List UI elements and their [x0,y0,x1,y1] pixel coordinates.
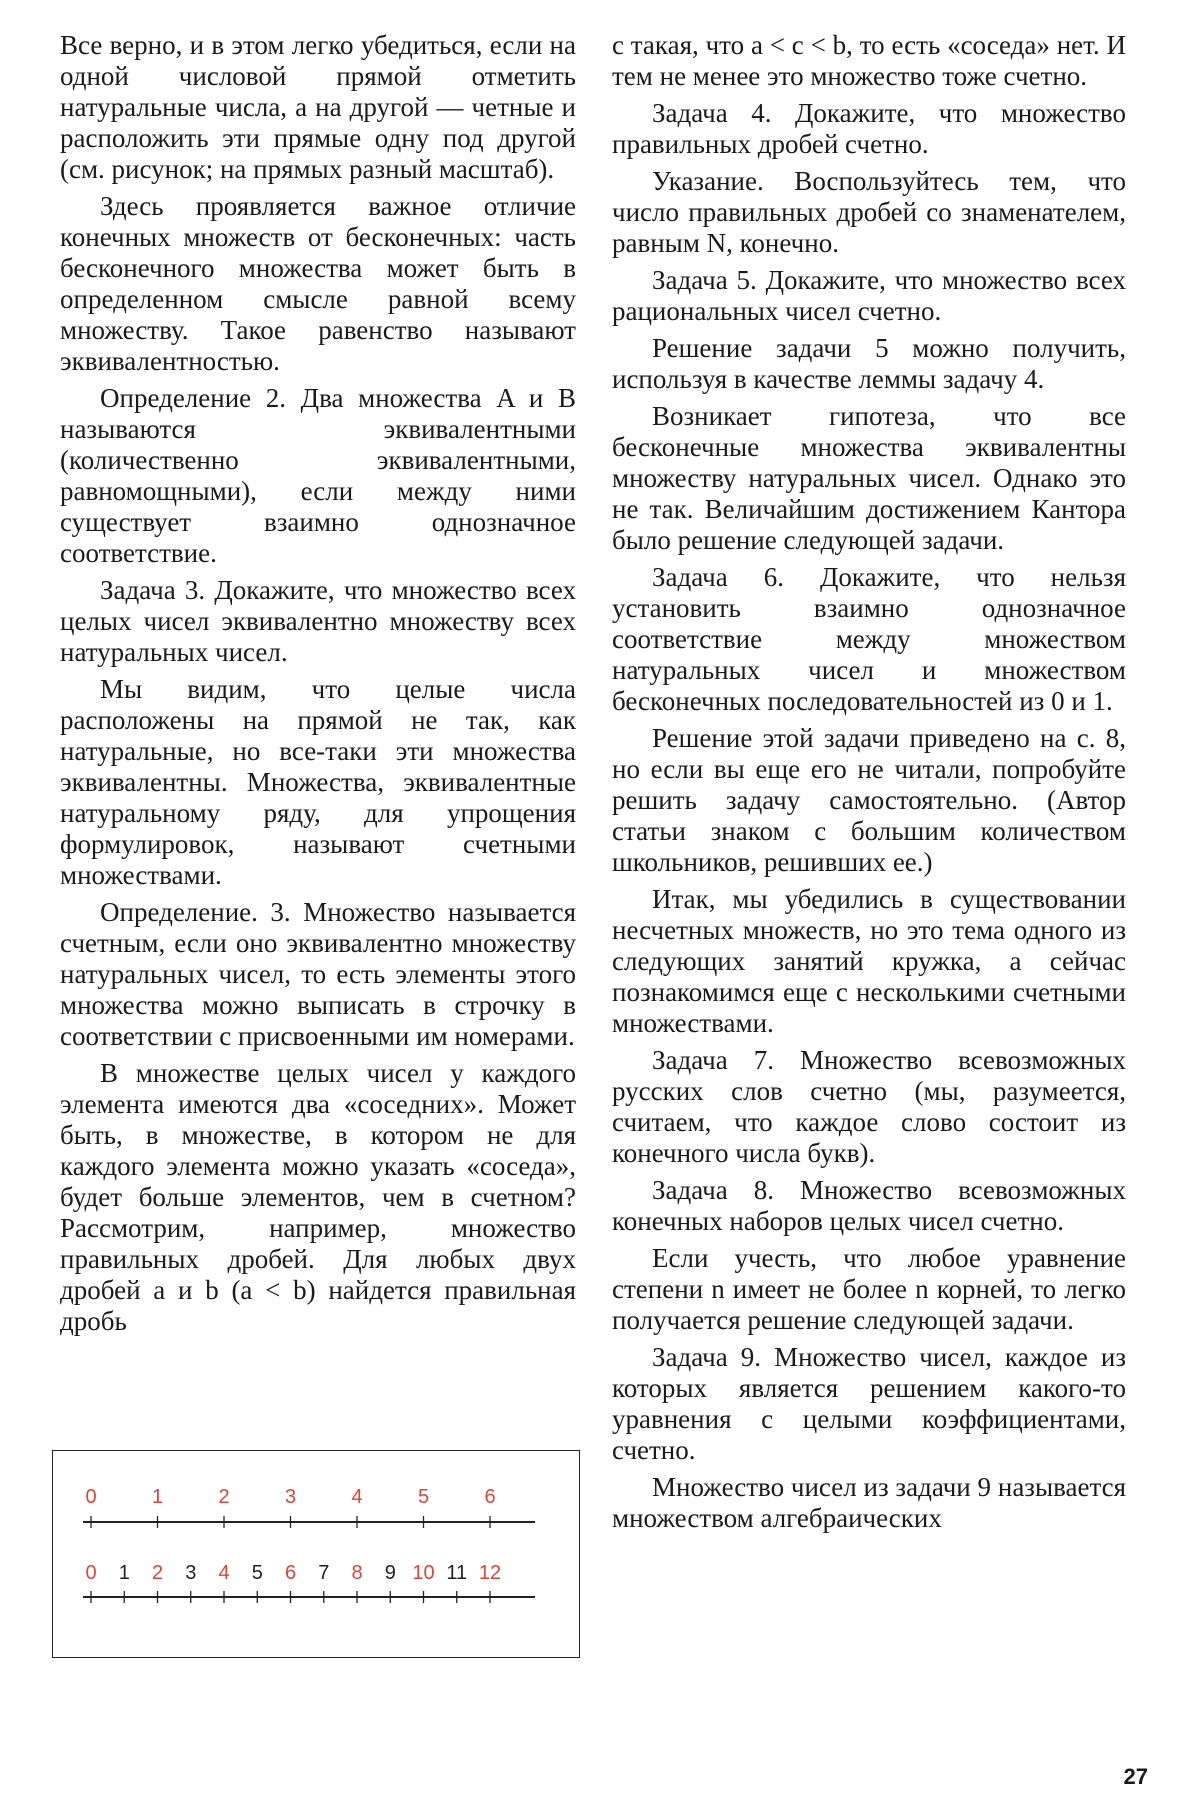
natural-line-label: 2 [218,1486,230,1508]
natural-line-label: 1 [151,1486,164,1508]
page-number: 27 [1123,1764,1148,1789]
task-5: Задача 5. Докажите, что множество всех рациональных чисел счетно. [612,265,1126,326]
paragraph: Здесь проявляется важное отличие конечных множеств от бесконечных: часть бесконечного множества может быть в определенном смысле равной всему множеству. Такое равенство называют эквивалентностью. [60,191,576,376]
number-line-label: 12 [478,1562,502,1584]
number-lines-figure [52,1450,580,1658]
paragraph: Мы видим, что целые числа расположены на прямой не так, как натуральные, но все-таки эти множества эквивалентны. Множества, эквивалентные натуральному ряду, для упрощения формулировок, называют счетными множествами. [60,674,576,890]
number-line-label: 11 [446,1562,468,1584]
number-line-label: 10 [412,1562,435,1584]
number-line-label: 3 [185,1562,197,1584]
natural-line-label: 4 [351,1486,363,1508]
paragraph: Множество чисел из задачи 9 называется множеством алгебраических [612,1472,1126,1533]
natural-line-label: 5 [417,1486,430,1508]
natural-line-label: 0 [85,1486,97,1508]
number-line-label: 7 [318,1562,330,1584]
task-8: Задача 8. Множество всевозможных конечных наборов целых чисел счетно. [612,1175,1126,1236]
number-line-label: 8 [351,1562,363,1584]
paragraph: Все верно, и в этом легко убедиться, если на одной числовой прямой отметить натуральные числа, а на другой — четные и расположить эти прямые одну под другой (см. рисунок; на прямых разный масштаб). [60,30,576,184]
paragraph: Возникает гипотеза, что все бесконечные множества эквивалентны множеству натуральных чисел. Однако это не так. Величайшим достижением Кантора было решение следующей задачи. [612,401,1126,555]
number-line-label: 0 [85,1562,97,1584]
number-lines-svg [53,1451,578,1656]
natural-line-label: 3 [284,1486,297,1508]
definition-2: Определение 2. Два множества A и B называются эквивалентными (количественно эквивалентными, равномощными), если между ними существует взаимно однозначное соответствие. [60,383,576,568]
task-3: Задача 3. Докажите, что множество всех целых чисел эквивалентно множеству всех натуральных чисел. [60,575,576,667]
paragraph: Итак, мы убедились в существовании несчетных множеств, но это тема одного из следующих занятий кружка, а сейчас познакомимся еще с несколькими счетными множествами. [612,884,1126,1038]
paragraph: c такая, что a < c < b, то есть «соседа» нет. И тем не менее это множество тоже счетно. [612,30,1126,91]
left-column [60,30,576,1343]
hint: Указание. Воспользуйтесь тем, что число правильных дробей со знаменателем, равным N, конечно. [612,166,1126,258]
task-7: Задача 7. Множество всевозможных русских слов счетно (мы, разумеется, считаем, что каждое слово состоит из конечного числа букв). [612,1045,1126,1168]
number-line-label: 9 [384,1562,396,1584]
paragraph: Если учесть, что любое уравнение степени n имеет не более n корней, то легко получается решение следующей задачи. [612,1243,1126,1335]
task-6: Задача 6. Докажите, что нельзя установить взаимно однозначное соответствие между множеством натуральных чисел и множеством бесконечных последовательностей из 0 и 1. [612,562,1126,716]
number-line-label: 1 [118,1562,130,1584]
paragraph: Решение этой задачи приведено на с. 8, но если вы еще его не читали, попробуйте решить задачу самостоятельно. (Автор статьи знаком с большим количеством школьников, решивших ее.) [612,723,1126,877]
number-line-label: 4 [218,1562,230,1584]
right-column [612,30,1126,1540]
task-4: Задача 4. Докажите, что множество правильных дробей счетно. [612,98,1126,159]
task-9: Задача 9. Множество чисел, каждое из которых является решением какого-то уравнения с целыми коэффициентами, счетно. [612,1342,1126,1465]
number-line-label: 6 [284,1562,297,1584]
paragraph: В множестве целых чисел у каждого элемента имеются два «соседних». Может быть, в множестве, в котором не для каждого элемента можно указать «соседа», будет больше элементов, чем в счетном? Рассмотрим, например, множество правильных дробей. Для любых двух дробей a и b (a < b) найдется правильная дробь [60,1058,576,1336]
number-line-label: 2 [151,1562,164,1584]
paragraph: Решение задачи 5 можно получить, используя в качестве леммы задачу 4. [612,333,1126,394]
definition-3: Определение. 3. Множество называется счетным, если оно эквивалентно множеству натуральных чисел, то есть элементы этого множества можно выписать в строчку в соответствии с присвоенными им номерами. [60,897,576,1051]
natural-line-label: 6 [484,1486,496,1508]
number-line-label: 5 [251,1562,263,1584]
